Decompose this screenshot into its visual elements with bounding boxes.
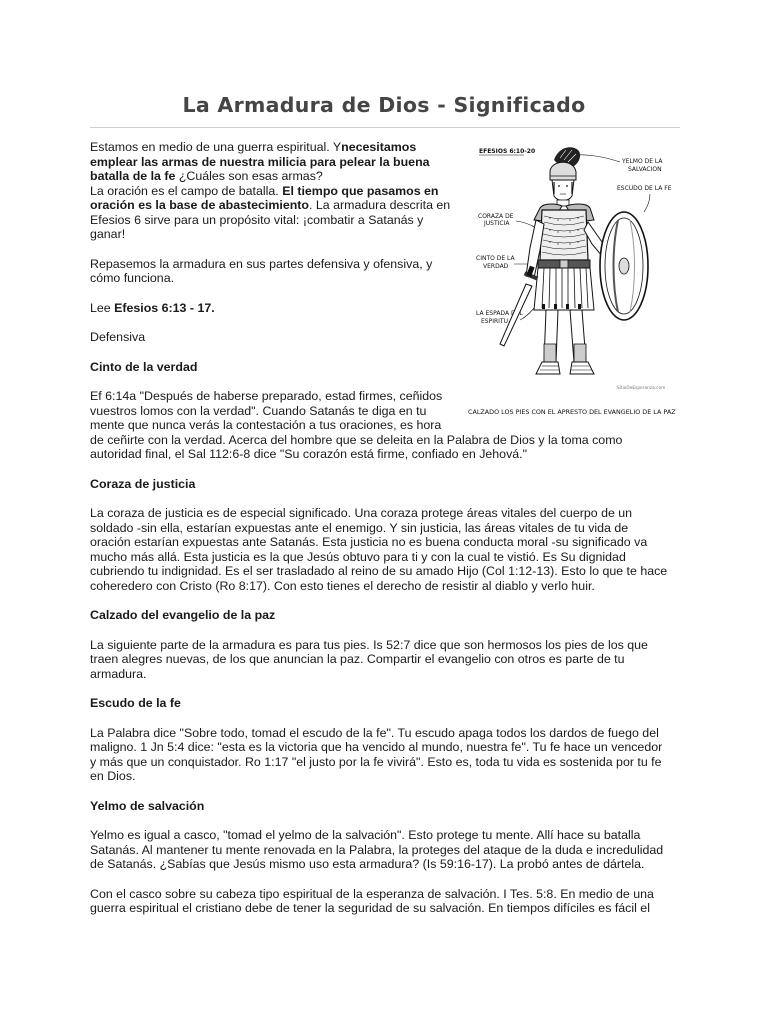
title-divider (90, 127, 680, 128)
heading-yelmo: Yelmo de salvación (90, 798, 205, 813)
figure-watermark: SitioDeEsperanza.com (617, 386, 666, 391)
label-sword-1: LA ESPADA DEL (476, 310, 523, 317)
label-belt-1: CINTO DE LA (476, 255, 515, 262)
read-reference-paragraph (90, 301, 458, 316)
heading-calzado: Calzado del evangelio de la paz (90, 608, 276, 622)
heading-escudo: Escudo de la fe (90, 696, 181, 710)
figure-caption: CALZADO LOS PIES CON EL APRESTO DEL EVANGELIO DE LA PAZ (468, 408, 676, 416)
label-helmet-2: SALVACION (628, 166, 662, 173)
intro-text-4: . La armadura descrita en Efesios 6 sirve para un propósito vital: ¡combatir a Satanás y ganar! (90, 198, 451, 241)
paragraph-coraza: La coraza de justicia es de especial significado. Una coraza protege áreas vitales del cuerpo de un soldado -sin ella, estarían expuestas ante el enemigo. Y sin justicia, las áreas vitales de tu vida de oración estarían expuestas ante Satanás. Esta justicia no es buena conducta moral -su significado va mucho más allá. Esta justicia es la que Jesús obtuvo para ti y con la cual te vistió. Es Su dignidad cubriendo tu indignidad. Es el ser trasladado al reino de su amado Hijo (Col 1:12-13). Esto lo que te hace coheredero con Cristo (Ro 8:17). Con esto tienes el derecho de resistir al diablo y verlo huir. (90, 506, 668, 593)
label-sword-2: ESPIRITU (481, 318, 508, 325)
intro-text-3: La oración es el campo de batalla. (90, 183, 283, 198)
page-title: La Armadura de Dios - Significado (182, 93, 586, 117)
label-shield: ESCUDO DE LA FE (617, 185, 672, 192)
defensive-label: Defensiva (90, 330, 146, 344)
heading-coraza: Coraza de justicia (90, 476, 196, 491)
paragraph-yelmo: Yelmo es igual a casco, "tomad el yelmo de la salvación". Esto protege tu mente. Allí hace su batalla Satanás. Al mantener tu mente renovada en la Palabra, la proteges del ataque de la duda e incredulidad de Satanás. ¿Sabías que Jesús mismo uso esta armadura? (Is 59:16-17). La probó antes de dártela. (90, 828, 664, 871)
intro-bold-1: necesitamos emplear las armas de nuestra milicia para pelear la buena batalla de la fe (90, 140, 430, 183)
read-label: Lee (90, 300, 115, 315)
intro-text-2: ¿Cuáles son esas armas? (175, 169, 323, 183)
heading-cinto: Cinto de la verdad (90, 359, 198, 374)
paragraph-yelmo-2: Con el casco sobre su cabeza tipo espiritual de la esperanza de salvación. I Tes. 5:8. En medio de una guerra espiritual el cristiano debe de tener la seguridad de su salvación. En tiempos difíciles es fácil el (90, 886, 654, 915)
paragraph-calzado: La siguiente parte de la armadura es para tus pies. Is 52:7 dice que son hermosos los pies de los que traen alegres nuevas, de los que anuncian la paz. Compartir el evangelio con otros es parte de tu armadura. (90, 637, 648, 681)
label-breastplate-1: CORAZA DE (478, 213, 514, 220)
intro-text-1: Estamos en medio de una guerra espiritual. Y (90, 140, 342, 154)
paragraph-escudo: La Palabra dice "Sobre todo, tomad el escudo de la fe". Tu escudo apaga todos los dardos de fuego del maligno. 1 Jn 5:4 dice: "esta es la victoria que ha vencido al mundo, nuestra fe". Tu fe hace un vencedor y más que un conquistador. Ro 1:17 "el justo por la fe vivirá". Esto es, toda tu vida es sostenida por tu fe en Dios. (90, 725, 663, 783)
article-body (90, 140, 670, 931)
label-breastplate-2: JUSTICIA (484, 220, 510, 227)
paragraph-cinto-part2: de ceñirte con la verdad. Acerca del hombre que se deleita en la Palabra de Dios y la toma como autoridad final, el Sal 112:6-8 dice "Su corazón está firme, confiado en Jehová." (90, 432, 623, 461)
read-reference: Efesios 6:13 - 17. (114, 300, 215, 315)
paragraph-cinto-part1: Ef 6:14a "Después de haberse preparado, estad firmes, ceñidos vuestros lomos con la verdad". Cuando Satanás te diga en tu mente que nunca verás la contestación a tus oraciones, es hora (90, 389, 443, 432)
intro-paragraph (90, 140, 458, 242)
paragraph-cinto (90, 389, 670, 462)
figure-ref: EFESIOS 6:10-20 (479, 148, 536, 155)
intro-bold-2: El tiempo que pasamos en oración es la base de abastecimiento (90, 183, 439, 212)
review-paragraph: Repasemos la armadura en sus partes defensiva y ofensiva, y cómo funciona. (90, 256, 433, 285)
label-helmet-1: YELMO DE LA (622, 158, 663, 165)
label-belt-2: VERDAD (483, 263, 509, 270)
